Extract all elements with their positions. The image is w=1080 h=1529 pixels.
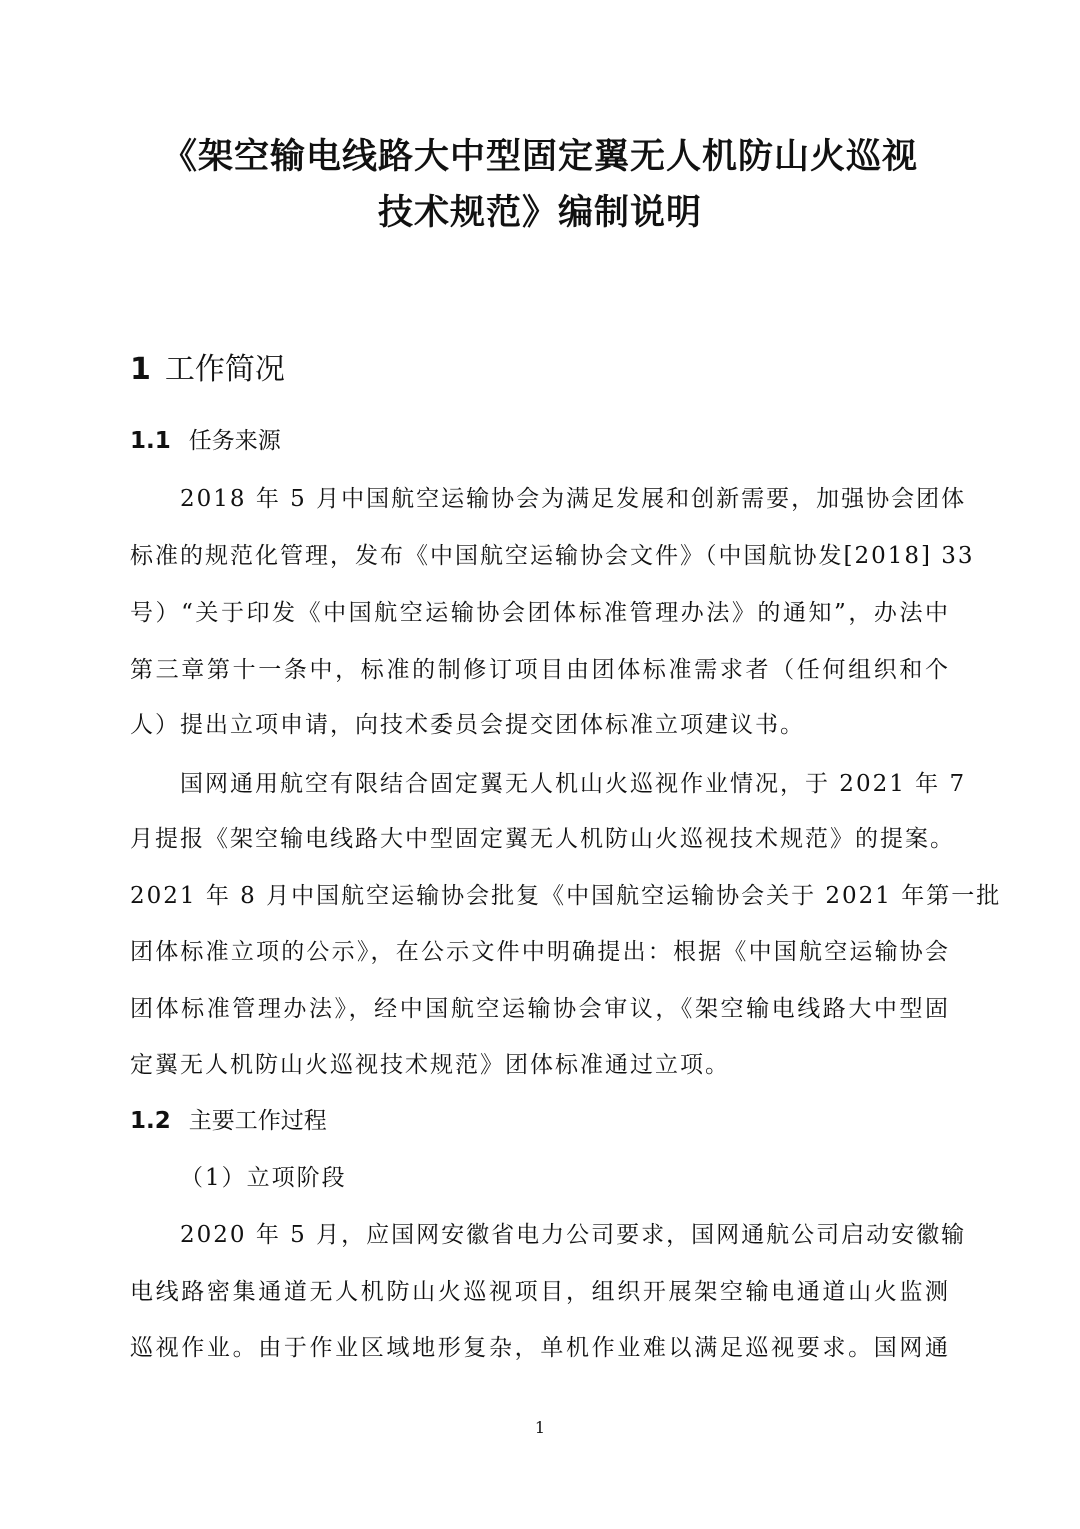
paragraph-1-line: 号）“关于印发《中国航空运输协会团体标准管理办法》的通知”，办法中 [130,600,950,626]
paragraph-3-line: 巡视作业。由于作业区域地形复杂，单机作业难以满足巡视要求。国网通 [130,1335,950,1361]
document-title-line-2: 技术规范》编制说明 [377,193,702,233]
section-1-1-title: 任务来源 [188,428,281,454]
section-1-1-number: 1.1 [130,428,171,454]
paragraph-2-line: 国网通用航空有限结合固定翼无人机山火巡视作业情况，于 2021 年 7 [180,771,967,797]
paragraph-1-line: 第三章第十一条中，标准的制修订项目由团体标准需求者（任何组织和个 [130,657,950,683]
page-number: 1 [534,1418,546,1437]
paragraph-2-line: 团体标准管理办法》，经中国航空运输协会审议，《架空输电线路大中型固 [130,996,950,1022]
paragraph-2-line: 月提报《架空输电线路大中型固定翼无人机防山火巡视技术规范》的提案。 [130,826,955,852]
subheading-project-stage: （1）立项阶段 [180,1165,347,1191]
section-1-2-number: 1.2 [130,1108,171,1134]
paragraph-1-line: 标准的规范化管理，发布《中国航空运输协会文件》（中国航协发[2018] 33 [130,543,975,569]
paragraph-3-line: 电线路密集通道无人机防山火巡视项目，组织开展架空输电通道山火监测 [130,1279,950,1305]
section-1-2-title: 主要工作过程 [188,1108,327,1134]
paragraph-3-line: 2020 年 5 月，应国网安徽省电力公司要求，国网通航公司启动安徽输 [180,1222,967,1248]
paragraph-1-line: 2018 年 5 月中国航空运输协会为满足发展和创新需要，加强协会团体 [180,486,967,512]
section-1-1-heading [130,424,281,458]
section-1-title: 工作简况 [164,352,285,387]
paragraph-2-line: 2021 年 8 月中国航空运输协会批复《中国航空运输协会关于 2021 年第一批 [130,883,1002,909]
section-1-number: 1 [130,352,151,387]
paragraph-2-line: 定翼无人机防山火巡视技术规范》团体标准通过立项。 [130,1052,730,1078]
section-1-2-heading [130,1104,327,1138]
paragraph-2-line: 团体标准立项的公示》，在公示文件中明确提出：根据《中国航空运输协会 [130,939,950,965]
document-title-line-1: 《架空输电线路大中型固定翼无人机防山火巡视 [161,137,918,177]
section-1-heading [130,350,285,390]
paragraph-1-line: 人）提出立项申请，向技术委员会提交团体标准立项建议书。 [130,712,805,738]
